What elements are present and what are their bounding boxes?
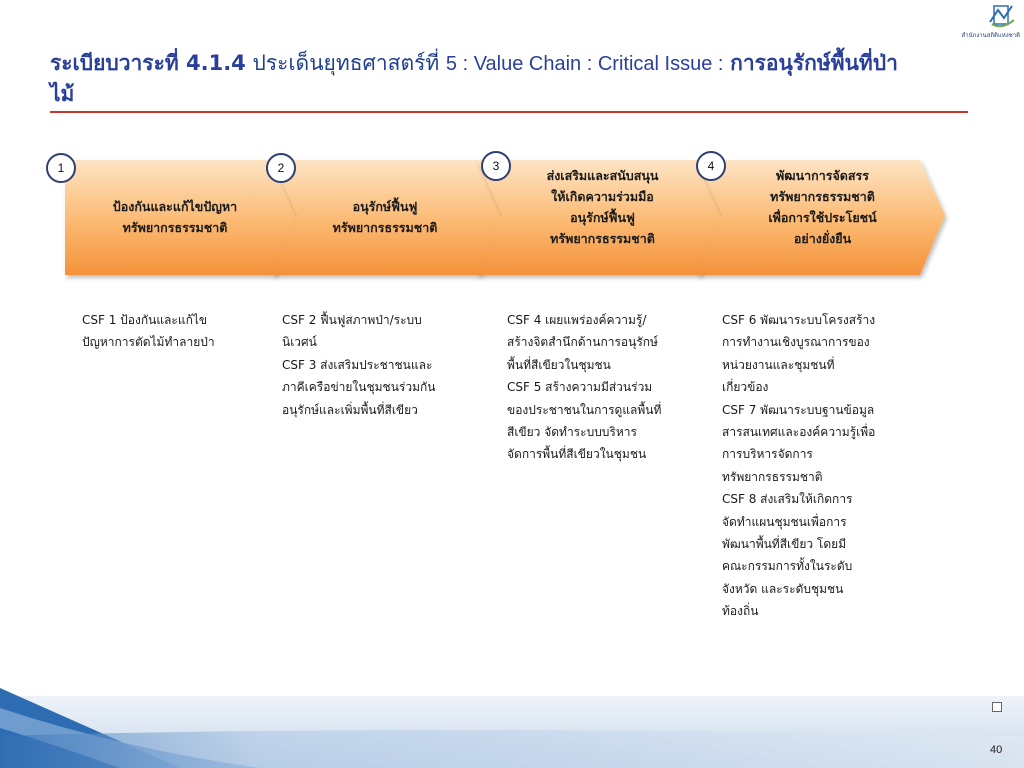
page-number: 40 xyxy=(990,744,1003,756)
step-3-text: ส่งเสริมและสนับสนุน ให้เกิดความร่วมมือ อนุรักษ์ฟื้นฟู ทรัพยากรธรรมชาติ xyxy=(546,168,659,246)
footer-wave xyxy=(0,688,1024,768)
logo-caption: สำนักงานสถิติแห่งชาติ xyxy=(961,32,1020,39)
title-suffix: การอนุรักษ์พื้นที่ป่า xyxy=(730,51,898,75)
footer-checkbox[interactable] xyxy=(992,702,1002,712)
step-1-badge: 1 xyxy=(46,153,76,183)
step-4-text: พัฒนาการจัดสรร ทรัพยากรธรรมชาติ เพื่อการใช้ประโยชน์ อย่างยั่งยืน xyxy=(768,168,877,246)
title-english: 5 : Value Chain : Critical Issue : xyxy=(445,53,724,75)
title-suffix-line2: ไม้ xyxy=(50,82,75,106)
title-prefix: ระเบียบวาระที่ 4.1.4 xyxy=(50,51,246,75)
step-1-text: ป้องกันและแก้ไขปัญหา ทรัพยากรธรรมชาติ xyxy=(112,199,238,235)
csf-column-4: CSF 6 พัฒนาระบบโครงสร้าง การทำงานเชิงบูรณาการของ หน่วยงานและชุมชนที่ เกี่ยวข้อง CSF 7 พัฒนาระบบฐานข้อมูล สารสนเทศและองค์ความรู้เพื่อ การบริหารจัดการ ทรัพยากรธรรมชาติ CSF 8 ส่งเสริมให้เกิดการ จัดทำแผนชุมชนเพื่อการ พัฒนาพื้นที่สีเขียว โดยมี คณะกรรมการทั้งในระดับ จังหวัด และระดับชุมชน ท้องถิ่น xyxy=(722,313,876,619)
step-3-badge: 3 xyxy=(481,151,511,181)
csf-column-3: CSF 4 เผยแพร่องค์ความรู้/ สร้างจิตสำนึกด้านการอนุรักษ์ พื้นที่สีเขียวในชุมชน CSF 5 สร้างความมีส่วนร่วม ของประชาชนในการดูแลพื้นที่ สีเขียว จัดทำระบบบริหาร จัดการพื้นที่สีเขียวในชุมชน xyxy=(507,313,662,462)
title-underline xyxy=(50,111,968,113)
csf-column-1: CSF 1 ป้องกันและแก้ไข ปัญหาการตัดไม้ทำลายป่า xyxy=(82,313,215,350)
title-middle: ประเด็นยุทธศาสตร์ที่ xyxy=(252,51,440,75)
step-2-text: อนุรักษ์ฟื้นฟู ทรัพยากรธรรมชาติ xyxy=(332,199,438,235)
page-title xyxy=(50,48,980,109)
csf-column-2: CSF 2 ฟื้นฟูสภาพป่า/ระบบ นิเวศน์ CSF 3 ส่งเสริมประชาชนและ ภาคีเครือข่ายในชุมชนร่วมกัน อนุรักษ์และเพิ่มพื้นที่สีเขียว xyxy=(282,313,436,417)
step-2-badge: 2 xyxy=(266,153,296,183)
step-4-badge: 4 xyxy=(696,151,726,181)
